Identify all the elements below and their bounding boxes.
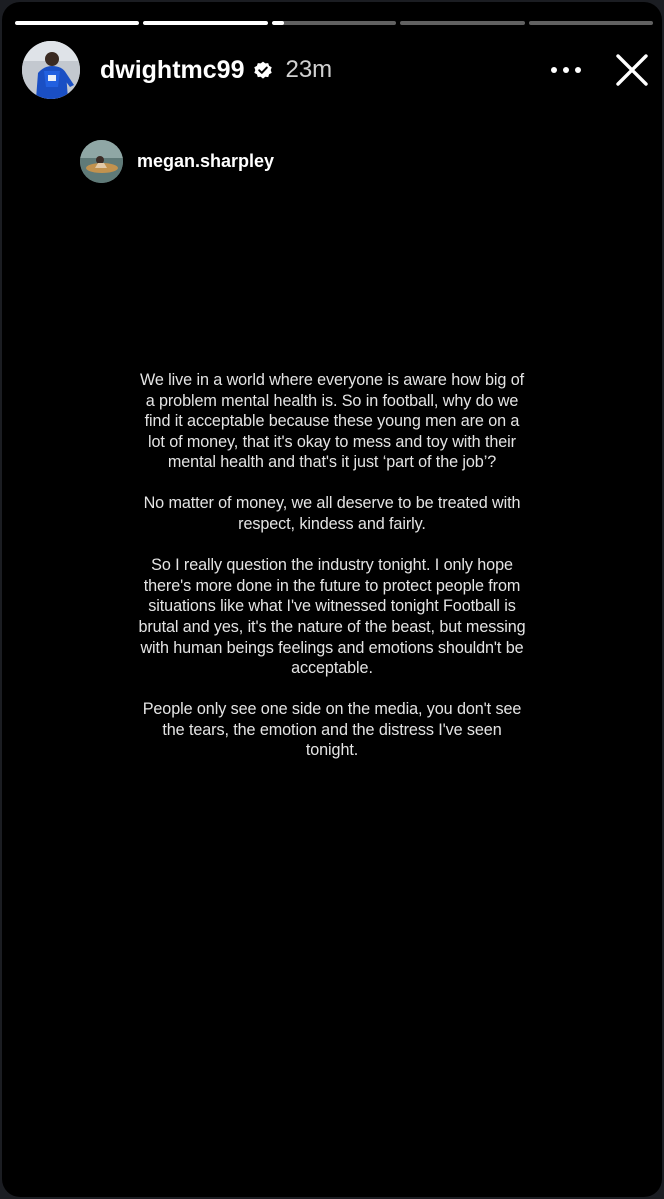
verified-badge-icon bbox=[253, 60, 273, 80]
story-progress-bar bbox=[15, 21, 653, 25]
story-paragraph: So I really question the industry tonight. I only hope there's more done in the future to protect people from situations like what I've witnessed tonight Football is brutal and yes, it's the nature of the beast, but messing with human beings feelings and emotions shouldn't be acceptable. bbox=[138, 556, 526, 678]
reposted-from[interactable] bbox=[80, 140, 274, 183]
story-viewer[interactable] bbox=[2, 2, 662, 1197]
progress-fill-3 bbox=[272, 21, 284, 25]
progress-segment-4 bbox=[400, 21, 524, 25]
progress-fill-1 bbox=[15, 21, 139, 25]
progress-segment-1 bbox=[15, 21, 139, 25]
repost-profile-photo-icon bbox=[80, 140, 123, 183]
close-icon bbox=[615, 53, 649, 87]
story-username[interactable]: dwightmc99 bbox=[100, 55, 245, 84]
close-button[interactable] bbox=[612, 50, 652, 90]
repost-avatar[interactable] bbox=[80, 140, 123, 183]
profile-photo-icon bbox=[22, 41, 80, 99]
progress-segment-3 bbox=[272, 21, 396, 25]
story-paragraph: We live in a world where everyone is aware how big of a problem mental health is. So in football, why do we find it acceptable because these young men are on a lot of money, that it's okay to mess and toy with their mental health and that's it just ‘part of the job’? bbox=[140, 371, 524, 472]
story-text-content bbox=[2, 370, 662, 782]
avatar[interactable] bbox=[22, 41, 80, 99]
story-paragraph: No matter of money, we all deserve to be treated with respect, kindess and fairly. bbox=[143, 494, 521, 534]
progress-segment-5 bbox=[529, 21, 653, 25]
progress-fill-2 bbox=[143, 21, 267, 25]
progress-segment-2 bbox=[143, 21, 267, 25]
more-options-button[interactable] bbox=[546, 50, 586, 90]
story-paragraph: People only see one side on the media, you don't see the tears, the emotion and the distress I've seen tonight. bbox=[142, 700, 522, 760]
story-timestamp: 23m bbox=[285, 56, 333, 83]
story-header bbox=[22, 40, 652, 100]
more-dots-icon bbox=[550, 66, 582, 74]
repost-username[interactable]: megan.sharpley bbox=[137, 151, 275, 171]
